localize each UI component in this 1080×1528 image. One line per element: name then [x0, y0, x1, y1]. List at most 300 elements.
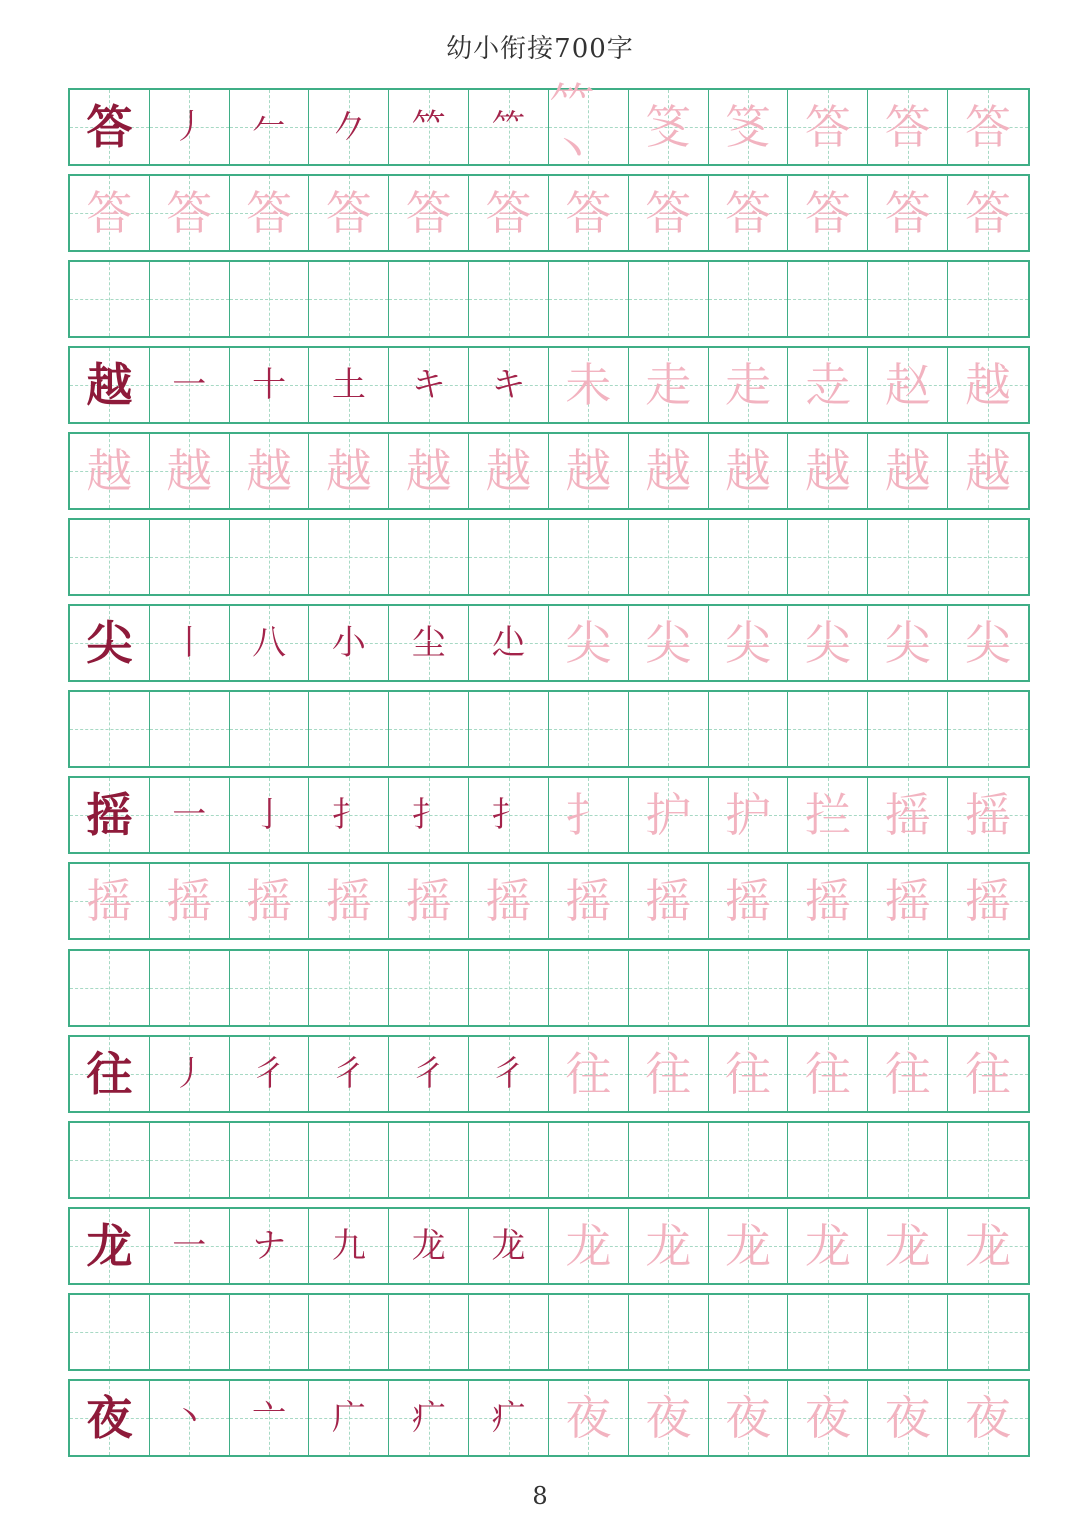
grid-cell	[709, 176, 789, 250]
grid-cell	[150, 434, 230, 508]
blank-row	[68, 690, 1030, 768]
grid-cell	[230, 1037, 310, 1111]
stroke-order-step: 笅	[645, 100, 692, 154]
grid-cell	[469, 90, 549, 164]
grid-cell	[868, 176, 948, 250]
stroke-order-step: 护	[725, 788, 772, 843]
model-character: 龙	[86, 1218, 133, 1273]
grid-cell	[948, 176, 1028, 250]
stroke-order-step: 龙	[491, 1225, 526, 1266]
grid-cell[interactable]	[709, 1295, 789, 1369]
grid-cell[interactable]	[309, 1295, 389, 1369]
stroke-order-step: 𥫗	[411, 107, 446, 147]
grid-cell	[948, 90, 1028, 164]
stroke-order-step: 尖	[565, 616, 612, 671]
trace-character: 答	[325, 186, 372, 241]
grid-cell	[788, 864, 868, 938]
stroke-order-step: ナ	[252, 1225, 287, 1266]
grid-cell	[629, 434, 709, 508]
blank-row	[68, 949, 1030, 1027]
stroke-order-step: 往	[804, 1046, 851, 1101]
grid-cell[interactable]	[948, 1295, 1028, 1369]
grid-cell	[70, 778, 150, 852]
grid-cell	[948, 1381, 1028, 1455]
grid-cell[interactable]	[469, 951, 549, 1025]
grid-cell	[469, 778, 549, 852]
stroke-order-step: 一	[172, 795, 207, 836]
stroke-order-step: 彳	[331, 1053, 366, 1094]
grid-cell[interactable]	[309, 262, 389, 336]
grid-cell[interactable]	[709, 262, 789, 336]
grid-cell[interactable]	[230, 262, 310, 336]
grid-cell[interactable]	[150, 520, 230, 594]
stroke-order-step: 龙	[725, 1218, 772, 1273]
grid-cell[interactable]	[629, 1295, 709, 1369]
model-character: 尖	[86, 616, 133, 671]
grid-cell	[469, 1037, 549, 1111]
grid-cell[interactable]	[868, 951, 948, 1025]
stroke-order-step: 十	[252, 365, 287, 406]
stroke-order-step: 往	[884, 1046, 931, 1101]
trace-character: 摇	[565, 874, 612, 929]
stroke-order-step: 广	[331, 1397, 366, 1438]
grid-cell[interactable]	[469, 262, 549, 336]
trace-character: 答	[86, 186, 133, 241]
grid-cell	[629, 176, 709, 250]
trace-character: 越	[246, 444, 293, 499]
blank-row	[68, 518, 1030, 596]
trace-character: 答	[804, 186, 851, 241]
grid-cell	[788, 348, 868, 422]
grid-cell	[788, 606, 868, 680]
grid-cell[interactable]	[309, 692, 389, 766]
grid-cell[interactable]	[469, 520, 549, 594]
grid-cell	[70, 1209, 150, 1283]
grid-cell	[868, 778, 948, 852]
stroke-order-step: 扌	[565, 788, 612, 843]
stroke-order-step: 拦	[804, 788, 851, 843]
grid-cell[interactable]	[948, 1123, 1028, 1197]
grid-cell[interactable]	[469, 1295, 549, 1369]
page-number: 8	[532, 1482, 548, 1510]
stroke-order-step: キ	[491, 365, 526, 406]
stroke-row	[68, 77, 1030, 177]
grid-cell[interactable]	[788, 951, 868, 1025]
trace-character: 答	[965, 186, 1012, 241]
stroke-order-step: 丿	[172, 107, 207, 147]
grid-cell	[389, 1037, 469, 1111]
stroke-order-step: 亅	[252, 795, 287, 836]
grid-cell	[788, 90, 868, 164]
grid-cell	[309, 1381, 389, 1455]
model-character: 越	[86, 358, 133, 413]
grid-cell	[948, 1037, 1028, 1111]
stroke-order-step: 扌	[411, 795, 446, 836]
grid-cell	[230, 348, 310, 422]
grid-cell[interactable]	[389, 951, 469, 1025]
grid-cell[interactable]	[230, 951, 310, 1025]
trace-character: 越	[645, 444, 692, 499]
grid-cell[interactable]	[549, 1123, 629, 1197]
trace-character: 越	[485, 444, 532, 499]
grid-cell	[549, 348, 629, 422]
grid-cell	[469, 606, 549, 680]
model-character: 摇	[86, 788, 133, 843]
stroke-order-step: 扌	[331, 795, 366, 836]
grid-cell[interactable]	[549, 951, 629, 1025]
grid-cell	[709, 864, 789, 938]
grid-cell	[150, 864, 230, 938]
grid-cell	[70, 1037, 150, 1111]
grid-cell[interactable]	[70, 692, 150, 766]
stroke-order-step: 夜	[965, 1390, 1012, 1445]
stroke-order-step: 尘	[411, 623, 446, 664]
grid-cell	[868, 1381, 948, 1455]
grid-cell	[788, 778, 868, 852]
grid-cell[interactable]	[629, 1123, 709, 1197]
stroke-order-step: 彳	[411, 1053, 446, 1094]
trace-character: 越	[86, 444, 133, 499]
grid-cell	[389, 434, 469, 508]
stroke-order-step: 未	[565, 358, 612, 413]
stroke-order-step: 尖	[884, 616, 931, 671]
stroke-order-step: 龙	[565, 1218, 612, 1273]
grid-cell[interactable]	[868, 262, 948, 336]
grid-cell	[150, 176, 230, 250]
grid-cell[interactable]	[70, 951, 150, 1025]
stroke-order-step: 尐	[491, 623, 526, 664]
stroke-order-step: 护	[645, 788, 692, 843]
trace-character: 摇	[325, 874, 372, 929]
grid-cell	[469, 176, 549, 250]
grid-cell[interactable]	[788, 1295, 868, 1369]
grid-cell	[788, 1381, 868, 1455]
grid-cell	[629, 778, 709, 852]
grid-cell	[150, 90, 230, 164]
model-character: 夜	[86, 1390, 133, 1445]
grid-cell[interactable]	[868, 1295, 948, 1369]
grid-cell[interactable]	[309, 520, 389, 594]
trace-character: 摇	[645, 874, 692, 929]
trace-character: 越	[325, 444, 372, 499]
stroke-order-step: 亠	[252, 1397, 287, 1438]
stroke-order-step: 丨	[172, 623, 207, 664]
trace-character: 摇	[804, 874, 851, 929]
grid-cell	[948, 1209, 1028, 1283]
grid-cell	[709, 348, 789, 422]
grid-cell	[469, 348, 549, 422]
grid-cell[interactable]	[948, 262, 1028, 336]
stroke-order-step: 一	[172, 365, 207, 406]
grid-cell	[629, 606, 709, 680]
trace-character: 摇	[965, 874, 1012, 929]
grid-cell[interactable]	[230, 692, 310, 766]
grid-cell	[948, 434, 1028, 508]
stroke-order-step: 土	[331, 365, 366, 406]
grid-cell	[469, 434, 549, 508]
grid-cell	[549, 176, 629, 250]
grid-cell	[389, 348, 469, 422]
grid-cell[interactable]	[868, 1123, 948, 1197]
grid-cell[interactable]	[629, 262, 709, 336]
stroke-order-step: 夜	[645, 1390, 692, 1445]
stroke-order-step: 笅	[725, 100, 772, 154]
grid-cell	[70, 348, 150, 422]
stroke-order-step: ⺮丶	[548, 77, 595, 177]
grid-cell	[70, 606, 150, 680]
grid-cell[interactable]	[948, 520, 1028, 594]
stroke-order-step: 疒	[411, 1397, 446, 1438]
grid-cell	[549, 1209, 629, 1283]
trace-character: 摇	[405, 874, 452, 929]
grid-cell	[389, 90, 469, 164]
stroke-order-step: 尖	[965, 616, 1012, 671]
stroke-order-step: 夜	[804, 1390, 851, 1445]
grid-cell	[549, 1037, 629, 1111]
stroke-order-step: 答	[965, 100, 1012, 154]
grid-cell[interactable]	[469, 1123, 549, 1197]
stroke-row	[68, 1379, 1030, 1457]
grid-cell	[549, 606, 629, 680]
grid-cell	[70, 176, 150, 250]
model-character: 答	[86, 100, 133, 154]
grid-cell	[709, 1209, 789, 1283]
grid-cell[interactable]	[150, 1123, 230, 1197]
grid-cell	[230, 1381, 310, 1455]
trace-character: 摇	[166, 874, 213, 929]
trace-character: 答	[405, 186, 452, 241]
grid-cell[interactable]	[709, 692, 789, 766]
grid-cell	[629, 864, 709, 938]
grid-cell[interactable]	[948, 951, 1028, 1025]
grid-cell[interactable]	[389, 692, 469, 766]
trace-character: 越	[565, 444, 612, 499]
grid-cell	[389, 778, 469, 852]
grid-cell[interactable]	[788, 520, 868, 594]
grid-cell[interactable]	[709, 1123, 789, 1197]
grid-cell	[389, 1209, 469, 1283]
grid-cell	[389, 1381, 469, 1455]
stroke-order-step: 龙	[804, 1218, 851, 1273]
grid-cell[interactable]	[549, 1295, 629, 1369]
stroke-order-step: 丶	[172, 1397, 207, 1438]
grid-cell	[549, 1381, 629, 1455]
grid-cell	[948, 778, 1028, 852]
stroke-order-step: 夜	[565, 1390, 612, 1445]
trace-character: 答	[725, 186, 772, 241]
stroke-order-step: 龙	[884, 1218, 931, 1273]
grid-cell[interactable]	[150, 262, 230, 336]
trace-character: 越	[725, 444, 772, 499]
stroke-order-step: 摇	[965, 788, 1012, 843]
grid-cell[interactable]	[309, 951, 389, 1025]
grid-cell[interactable]	[150, 1295, 230, 1369]
grid-cell	[868, 864, 948, 938]
stroke-order-step: 龙	[645, 1218, 692, 1273]
grid-cell[interactable]	[629, 951, 709, 1025]
stroke-order-step: 彳	[491, 1053, 526, 1094]
grid-cell[interactable]	[788, 692, 868, 766]
grid-cell	[788, 1037, 868, 1111]
stroke-order-step: 彳	[252, 1053, 287, 1094]
grid-cell	[70, 90, 150, 164]
grid-cell[interactable]	[70, 1295, 150, 1369]
grid-cell	[549, 864, 629, 938]
grid-cell[interactable]	[70, 1123, 150, 1197]
grid-cell[interactable]	[709, 951, 789, 1025]
grid-cell	[629, 90, 709, 164]
grid-cell	[709, 90, 789, 164]
stroke-row	[68, 1035, 1030, 1113]
grid-cell[interactable]	[230, 1123, 310, 1197]
grid-cell	[868, 90, 948, 164]
stroke-order-step: 赱	[804, 358, 851, 413]
grid-cell	[309, 864, 389, 938]
stroke-order-step: 扌	[491, 795, 526, 836]
grid-cell	[868, 348, 948, 422]
blank-row	[68, 1293, 1030, 1371]
stroke-order-step: 龙	[965, 1218, 1012, 1273]
grid-cell[interactable]	[230, 520, 310, 594]
grid-cell	[629, 348, 709, 422]
grid-cell	[150, 1381, 230, 1455]
stroke-order-step: 龙	[411, 1225, 446, 1266]
stroke-order-step: 𠂉	[252, 107, 287, 147]
grid-cell	[709, 778, 789, 852]
grid-cell	[948, 864, 1028, 938]
grid-cell	[709, 1381, 789, 1455]
grid-cell	[709, 606, 789, 680]
trace-row	[68, 174, 1030, 252]
grid-cell[interactable]	[868, 692, 948, 766]
grid-cell[interactable]	[70, 262, 150, 336]
grid-cell	[948, 348, 1028, 422]
grid-cell	[309, 606, 389, 680]
stroke-order-step: 往	[965, 1046, 1012, 1101]
grid-cell	[150, 1209, 230, 1283]
grid-cell[interactable]	[629, 520, 709, 594]
grid-cell	[389, 606, 469, 680]
stroke-order-step: 往	[645, 1046, 692, 1101]
grid-cell	[629, 1209, 709, 1283]
grid-cell	[309, 434, 389, 508]
grid-cell	[309, 1209, 389, 1283]
trace-character: 答	[884, 186, 931, 241]
grid-cell[interactable]	[549, 520, 629, 594]
grid-cell[interactable]	[389, 520, 469, 594]
grid-cell	[709, 1037, 789, 1111]
grid-cell	[230, 606, 310, 680]
grid-cell	[309, 778, 389, 852]
grid-cell[interactable]	[309, 1123, 389, 1197]
stroke-order-step: 答	[804, 100, 851, 154]
grid-cell	[868, 1209, 948, 1283]
grid-cell	[230, 864, 310, 938]
grid-cell	[548, 77, 629, 177]
grid-cell	[309, 348, 389, 422]
trace-character: 答	[485, 186, 532, 241]
grid-cell	[469, 1381, 549, 1455]
grid-cell	[230, 1209, 310, 1283]
trace-character: 摇	[485, 874, 532, 929]
grid-cell	[150, 606, 230, 680]
page-title: 幼小衔接700字	[446, 34, 634, 64]
grid-cell[interactable]	[150, 692, 230, 766]
stroke-order-step: 尖	[804, 616, 851, 671]
grid-cell	[629, 1381, 709, 1455]
trace-row	[68, 862, 1030, 940]
stroke-order-step: 八	[252, 623, 287, 664]
stroke-row	[68, 1207, 1030, 1285]
grid-cell	[389, 176, 469, 250]
stroke-order-step: 一	[172, 1225, 207, 1266]
stroke-order-step: 夜	[725, 1390, 772, 1445]
grid-cell[interactable]	[868, 520, 948, 594]
stroke-order-step: 尖	[725, 616, 772, 671]
grid-cell	[70, 434, 150, 508]
stroke-order-step: 夜	[884, 1390, 931, 1445]
grid-cell[interactable]	[389, 1295, 469, 1369]
grid-cell	[309, 90, 389, 164]
grid-cell	[469, 864, 549, 938]
grid-cell	[549, 778, 629, 852]
grid-cell[interactable]	[709, 520, 789, 594]
stroke-order-step: 小	[331, 623, 366, 664]
grid-cell[interactable]	[788, 1123, 868, 1197]
trace-character: 越	[166, 444, 213, 499]
grid-cell	[150, 1037, 230, 1111]
grid-cell[interactable]	[70, 520, 150, 594]
stroke-order-step: 九	[331, 1225, 366, 1266]
grid-cell[interactable]	[389, 1123, 469, 1197]
grid-cell[interactable]	[389, 262, 469, 336]
grid-cell	[868, 434, 948, 508]
grid-cell[interactable]	[549, 262, 629, 336]
grid-cell	[309, 1037, 389, 1111]
grid-cell[interactable]	[469, 692, 549, 766]
grid-cell	[629, 1037, 709, 1111]
grid-cell[interactable]	[629, 692, 709, 766]
grid-cell[interactable]	[150, 951, 230, 1025]
grid-cell	[948, 606, 1028, 680]
trace-character: 越	[884, 444, 931, 499]
trace-character: 越	[965, 444, 1012, 499]
grid-cell[interactable]	[230, 1295, 310, 1369]
grid-cell[interactable]	[788, 262, 868, 336]
grid-cell[interactable]	[948, 692, 1028, 766]
trace-character: 答	[246, 186, 293, 241]
grid-cell	[70, 1381, 150, 1455]
grid-cell	[788, 1209, 868, 1283]
stroke-order-step: 丿	[172, 1053, 207, 1094]
stroke-order-step: 越	[965, 358, 1012, 413]
stroke-order-step: 赵	[884, 358, 931, 413]
trace-character: 摇	[86, 874, 133, 929]
trace-character: 答	[565, 186, 612, 241]
stroke-row	[68, 604, 1030, 682]
model-character: 往	[86, 1046, 133, 1101]
stroke-order-step: 往	[725, 1046, 772, 1101]
stroke-order-step: 摇	[884, 788, 931, 843]
grid-cell	[709, 434, 789, 508]
grid-cell	[389, 864, 469, 938]
blank-row	[68, 260, 1030, 338]
trace-character: 越	[405, 444, 452, 499]
trace-character: 越	[804, 444, 851, 499]
blank-row	[68, 1121, 1030, 1199]
trace-character: 答	[645, 186, 692, 241]
grid-cell[interactable]	[549, 692, 629, 766]
